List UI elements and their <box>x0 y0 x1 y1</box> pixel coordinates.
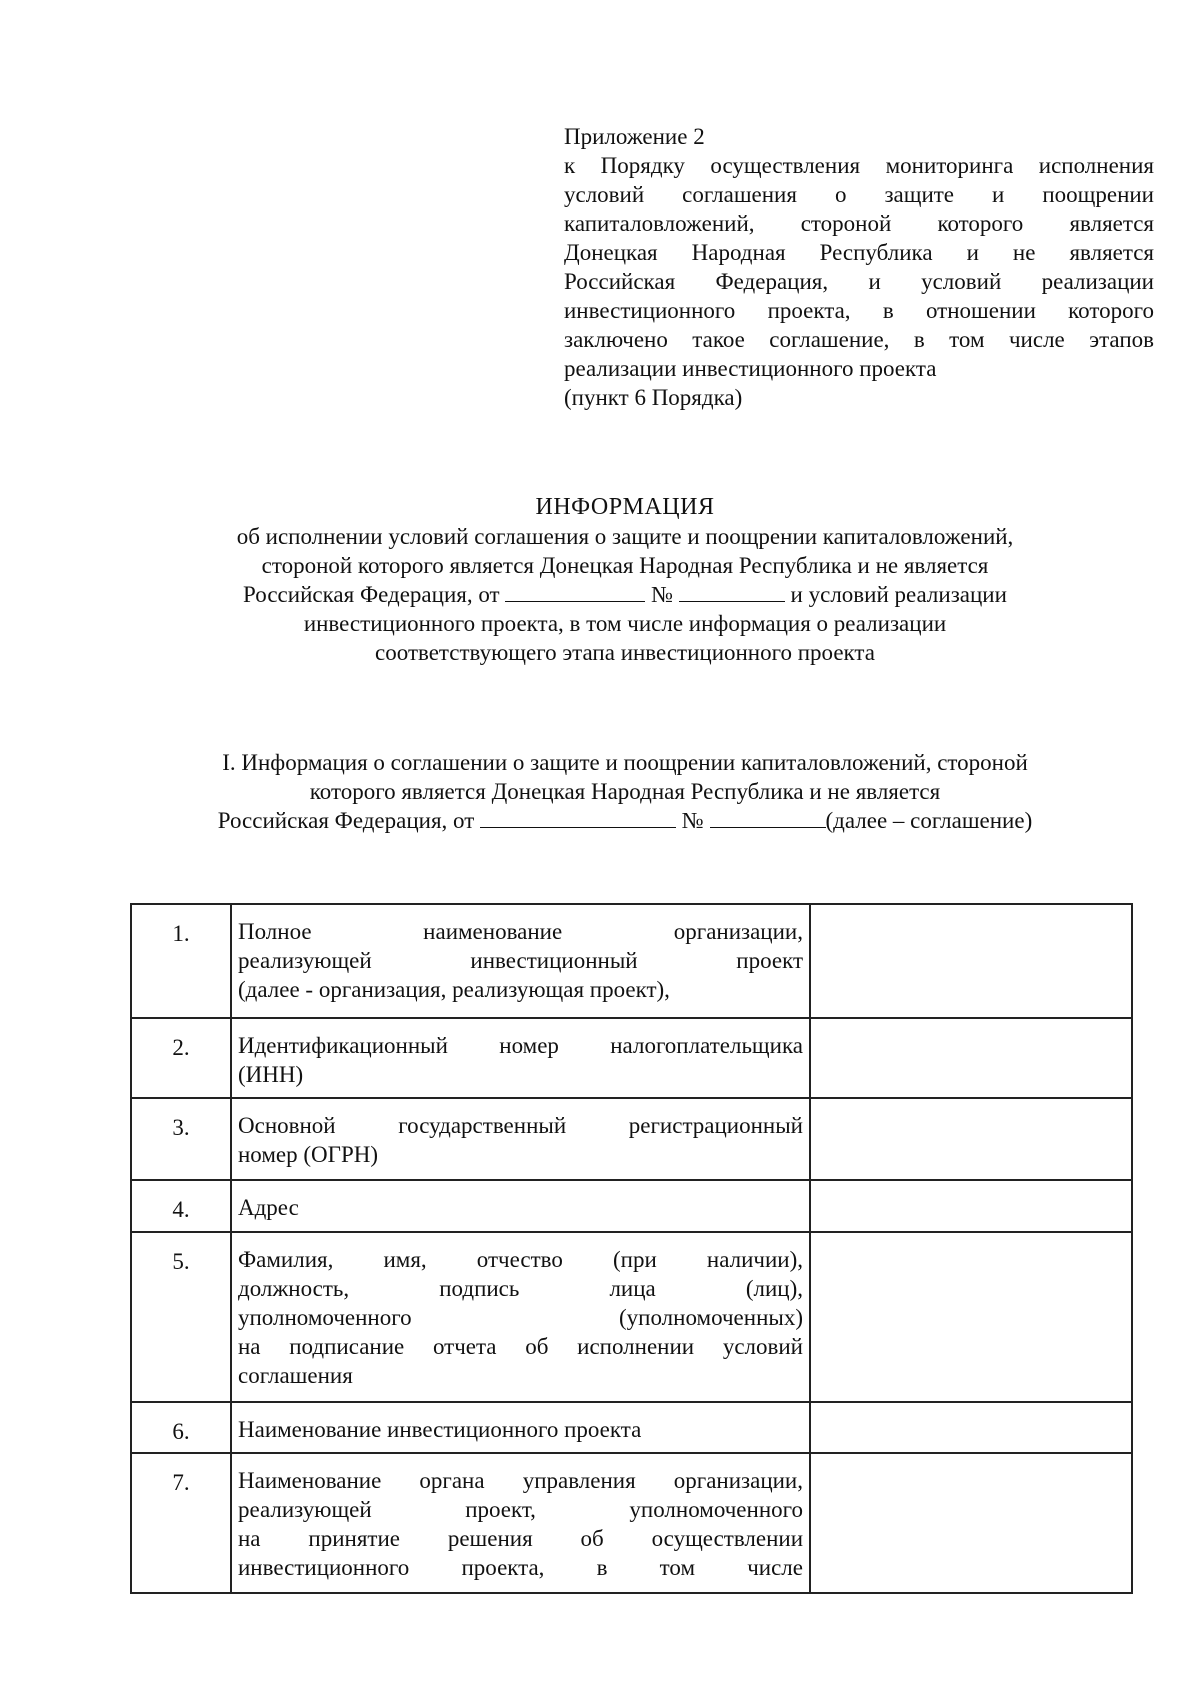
title-line-text: и условий реализации <box>790 582 1007 607</box>
table-row <box>131 1098 1132 1180</box>
appendix-line: реализации инвестиционного проекта <box>564 356 937 381</box>
title-line-with-blanks <box>130 580 1120 609</box>
row-value-cell[interactable] <box>810 1180 1132 1232</box>
table-row <box>131 1402 1132 1453</box>
row-label <box>231 904 810 1018</box>
row-value-cell[interactable] <box>810 1453 1132 1593</box>
appendix-header <box>564 122 1154 412</box>
appendix-line: капиталовложений, стороной которого является <box>564 211 1154 236</box>
table-row <box>131 1180 1132 1232</box>
label-line: реализующей инвестиционный проект <box>238 948 803 973</box>
label-line: на принятие решения об осуществлении <box>238 1526 803 1551</box>
label-line: соглашения <box>238 1363 353 1388</box>
label-line: Полное наименование организации, <box>238 919 803 944</box>
row-number: 6. <box>131 1402 231 1453</box>
table-row <box>131 904 1132 1018</box>
table-row <box>131 1018 1132 1098</box>
row-value-cell[interactable] <box>810 1232 1132 1402</box>
section-line-text: Российская Федерация, от <box>217 808 475 833</box>
date-blank <box>505 581 645 602</box>
row-number: 4. <box>131 1180 231 1232</box>
section-line: которого является Донецкая Народная Республика и не является <box>309 779 941 804</box>
appendix-line: Российская Федерация, и условий реализации <box>564 269 1154 294</box>
label-line: инвестиционного проекта, в том числе <box>238 1555 803 1580</box>
number-blank <box>679 581 785 602</box>
label-line: Фамилия, имя, отчество (при наличии), <box>238 1247 803 1272</box>
row-number: 5. <box>131 1232 231 1402</box>
number-sign: № <box>651 582 674 607</box>
row-label <box>231 1402 810 1453</box>
row-label <box>231 1453 810 1593</box>
row-value-cell[interactable] <box>810 904 1132 1018</box>
label-line: должность, подпись лица (лиц), <box>238 1276 803 1301</box>
section-heading <box>130 748 1120 835</box>
label-line: Основной государственный регистрационный <box>238 1113 803 1138</box>
number-blank <box>710 807 826 828</box>
label-line: на подписание отчета об исполнении условий <box>238 1334 803 1359</box>
title-line: об исполнении условий соглашения о защите и поощрении капиталовложений, <box>236 524 1014 549</box>
row-value-cell[interactable] <box>810 1402 1132 1453</box>
row-label <box>231 1232 810 1402</box>
label-line: уполномоченного (уполномоченных) <box>238 1305 803 1330</box>
table-row <box>131 1232 1132 1402</box>
section-line: I. Информация о соглашении о защите и поощрении капиталовложений, стороной <box>222 750 1028 775</box>
label-line: (ИНН) <box>238 1062 304 1087</box>
date-blank <box>480 807 676 828</box>
label-line: Идентификационный номер налогоплательщика <box>238 1033 803 1058</box>
appendix-line: Приложение 2 <box>564 124 705 149</box>
row-label <box>231 1098 810 1180</box>
info-table <box>130 903 1133 1594</box>
title-line-text: Российская Федерация, от <box>243 582 500 607</box>
row-number: 7. <box>131 1453 231 1593</box>
label-line: Адрес <box>238 1195 299 1220</box>
section-line-text: (далее – соглашение) <box>825 808 1033 833</box>
section-line-with-blanks <box>130 806 1120 835</box>
appendix-line: инвестиционного проекта, в отношении которого <box>564 298 1154 323</box>
row-label <box>231 1018 810 1098</box>
row-value-cell[interactable] <box>810 1098 1132 1180</box>
row-value-cell[interactable] <box>810 1018 1132 1098</box>
label-line: (далее - организация, реализующая проект), <box>238 977 670 1002</box>
appendix-line: к Порядку осуществления мониторинга исполнения <box>564 153 1154 178</box>
row-number: 3. <box>131 1098 231 1180</box>
appendix-line: (пункт 6 Порядка) <box>564 385 743 410</box>
label-line: номер (ОГРН) <box>238 1142 379 1167</box>
appendix-line: заключено такое соглашение, в том числе этапов <box>564 327 1154 352</box>
table-row <box>131 1453 1132 1593</box>
title-heading: ИНФОРМАЦИЯ <box>535 494 715 520</box>
appendix-line: условий соглашения о защите и поощрении <box>564 182 1154 207</box>
number-sign: № <box>681 808 704 833</box>
title-line: инвестиционного проекта, в том числе информация о реализации <box>303 611 947 636</box>
appendix-line: Донецкая Народная Республика и не является <box>564 240 1154 265</box>
document-title <box>130 493 1120 667</box>
label-line: реализующей проект, уполномоченного <box>238 1497 803 1522</box>
label-line: Наименование органа управления организации, <box>238 1468 803 1493</box>
title-line: соответствующего этапа инвестиционного проекта <box>375 640 875 665</box>
title-line: стороной которого является Донецкая Народная Республика и не является <box>261 553 989 578</box>
label-line: Наименование инвестиционного проекта <box>238 1417 642 1442</box>
row-number: 1. <box>131 904 231 1018</box>
row-label <box>231 1180 810 1232</box>
row-number: 2. <box>131 1018 231 1098</box>
